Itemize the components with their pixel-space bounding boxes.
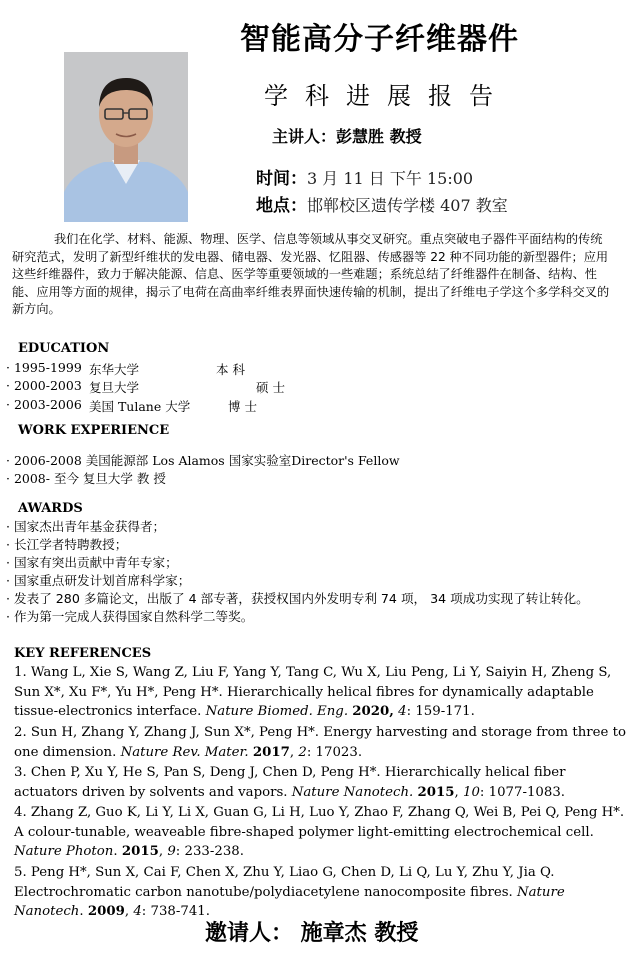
education-degree: 本 科	[216, 362, 245, 377]
work-item: · 2008- 至今 复旦大学 教 授	[6, 471, 166, 486]
references-heading: KEY REFERENCES	[14, 646, 152, 661]
education-years: · 2000-2003	[6, 378, 82, 393]
reference-text: 3. Chen P, Xu Y, He S, Pan S, Deng J, Chen D, Peng H*. Hierarchically helical fiber actuators driven by solvents and vapors.	[14, 765, 566, 800]
reference-volume: 9	[167, 844, 176, 860]
reference-volume: 4	[133, 904, 142, 920]
reference-year: 2009	[87, 904, 125, 920]
reference-journal: Nature Nanotech	[14, 884, 565, 920]
reference-journal: Nature Photon	[14, 844, 114, 860]
reference-year: 2020,	[352, 704, 394, 720]
award-item: · 国家有突出贡献中青年专家；	[6, 555, 178, 570]
poster-title: 智能高分子纤维器件	[240, 22, 519, 57]
reference-text: 1. Wang L, Xie S, Wang Z, Liu F, Yang Y, Tang C, Wu X, Liu Peng, Li Y, Saiyin H, Zheng S, Sun X*, Xu F*, Yu H*, Peng H*. Hierarchically helical fibres for dynamically adaptable tissue-electronics interface.	[14, 665, 612, 720]
poster-subtitle: 学科进展报告	[264, 82, 510, 110]
reference-journal: Nature Biomed. Eng.	[205, 704, 349, 720]
awards-heading: AWARDS	[18, 501, 83, 516]
reference-text: 5. Peng H*, Sun X, Cai F, Chen X, Zhu Y, Liao G, Chen D, Li Q, Lu Y, Zhu Y, Jia Q. Electrochromatic carbon nanotube/polydiacetylene nanocomposite fibres.	[14, 865, 555, 900]
place-value: 邯郸校区遗传学楼 407 教室	[307, 196, 508, 215]
reference-pages: : 159-171.	[406, 704, 475, 720]
speaker-photo	[64, 52, 188, 222]
work-heading: WORK EXPERIENCE	[18, 423, 170, 438]
reference-year: 2015	[121, 844, 159, 860]
education-item	[6, 360, 82, 375]
reference-pages: : 233-238.	[175, 844, 244, 860]
awards-list	[6, 518, 634, 626]
reference-journal: Nature Nanotech.	[291, 784, 414, 800]
award-item: · 国家重点研发计划首席科学家；	[6, 573, 191, 588]
reference-year: 2017	[252, 744, 290, 760]
reference-text: 4. Zhang Z, Guo K, Li Y, Li X, Guan G, Li H, Luo Y, Zhao F, Zhang Q, Wei B, Pei Q, Peng H*. A colour-tunable, weaveable fibre-shaped polymer light-emitting electrochemical cell.	[14, 805, 625, 840]
reference-year: 2015	[417, 784, 455, 800]
reference-volume: 2	[298, 744, 307, 760]
reference-item	[14, 663, 626, 722]
reference-volume: 4	[398, 704, 407, 720]
reference-pages: : 17023.	[306, 744, 363, 760]
education-years: · 2003-2006	[6, 397, 82, 412]
intro-paragraph: 我们在化学、材料、能源、物理、医学、信息等领域从事交叉研究。重点突破电子器件平面结构的传统研究范式，发明了新型纤维状的发电器、储电器、发光器、忆阻器、传感器等 22 种不同功能的新型器件；应用这些纤维器件，致力于解决能源、信息、医学等重要领域的一些难题；系统总结了纤维器件在制备、结构、性能、应用等方面的规律，揭示了电荷在高曲率纤维表界面快速传输的机制，提出了纤维电子学这个多学科交叉的新方向。	[12, 232, 610, 317]
reference-item: 4. Zhang Z, Guo K, Li Y, Li X, Guan G, Li H, Luo Y, Zhao F, Zhang Q, Wei B, Pei Q, Peng H*. A colour-tunable, weaveable fibre-shaped polymer light-emitting electrochemical cell. Nature Photon. 2015, 9: 233-238.	[14, 805, 625, 860]
award-item: · 长江学者特聘教授；	[6, 537, 128, 552]
reference-volume: 10	[462, 784, 480, 800]
education-school: 复旦大学	[89, 380, 140, 395]
education-years: · 1995-1999	[6, 360, 82, 375]
reference-journal: Nature Rev. Mater.	[120, 744, 249, 760]
reference-item: 2. Sun H, Zhang Y, Zhang J, Sun X*, Peng H*. Energy harvesting and storage from three to one dimension. Nature Rev. Mater. 2017, 2: 17023.	[14, 725, 626, 760]
reference-pages: : 1077-1083.	[479, 784, 566, 800]
education-degree: 硕 士	[256, 380, 285, 395]
time-row	[256, 164, 473, 189]
time-label: 时间：	[256, 169, 307, 189]
award-item: · 国家杰出青年基金获得者；	[6, 519, 166, 534]
reference-pages: : 738-741.	[141, 904, 210, 920]
place-row	[256, 191, 508, 216]
place-label: 地点：	[256, 196, 307, 216]
award-item: · 发表了 280 多篇论文，出版了 4 部专著，获授权国内外发明专利 74 项， 34 项成功实现了转让转化。	[6, 591, 589, 606]
education-school: 美国 Tulane 大学	[89, 399, 191, 414]
education-school: 东华大学	[89, 362, 140, 377]
education-item	[6, 397, 82, 412]
education-item	[6, 378, 82, 393]
reference-item: 3. Chen P, Xu Y, He S, Pan S, Deng J, Chen D, Peng H*. Hierarchically helical fiber actuators driven by solvents and vapors. Nature Nanotech. 2015, 10: 1077-1083.	[14, 765, 566, 800]
award-item: · 作为第一完成人获得国家自然科学二等奖。	[6, 609, 254, 624]
inviter: 邀请人： 施章杰 教授	[205, 921, 419, 946]
reference-text: 2. Sun H, Zhang Y, Zhang J, Sun X*, Peng H*. Energy harvesting and storage from three to one dimension.	[14, 725, 626, 760]
reference-item: 5. Peng H*, Sun X, Cai F, Chen X, Zhu Y, Liao G, Chen D, Li Q, Lu Y, Zhu Y, Jia Q. Electrochromatic carbon nanotube/polydiacetylene nanocomposite fibres. Nature Nanotech. 2009, 4: 738-741.	[14, 865, 565, 920]
work-item: · 2006-2008 美国能源部 Los Alamos 国家实验室Director's Fellow	[6, 453, 400, 468]
time-value: 3 月 11 日 下午 15:00	[307, 169, 474, 188]
education-heading: EDUCATION	[18, 341, 110, 356]
speaker-name: 主讲人：彭慧胜 教授	[272, 127, 422, 146]
education-degree: 博 士	[228, 399, 257, 414]
